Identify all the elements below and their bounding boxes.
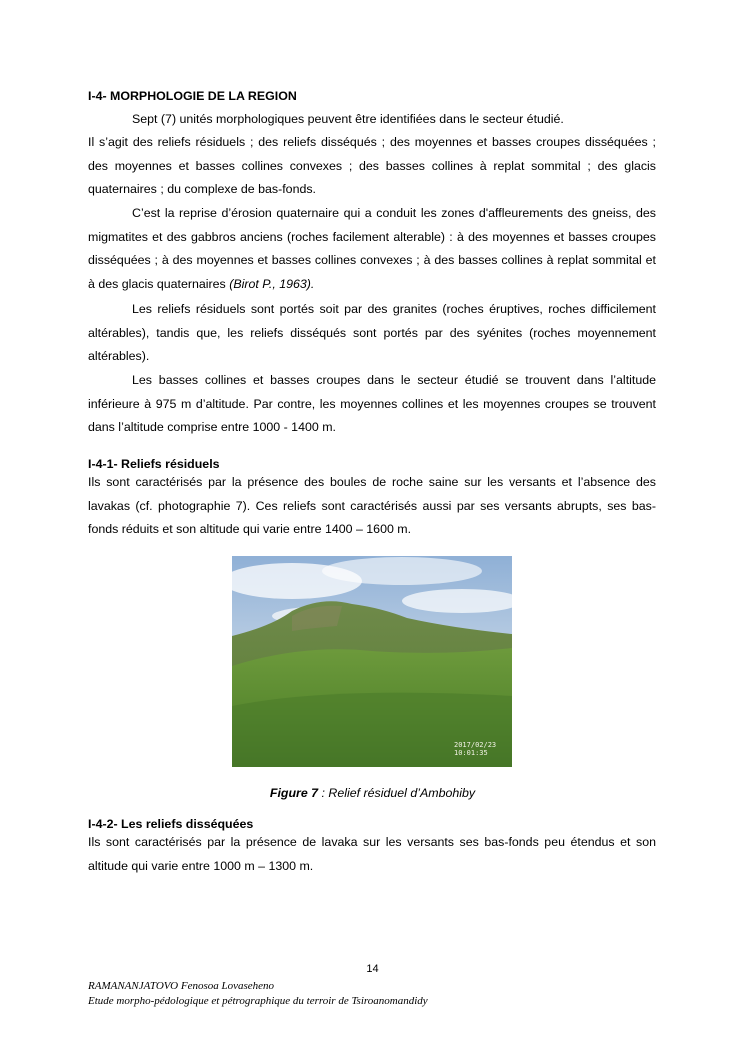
paragraph-residual-reliefs: Ils sont caractérisés par la présence des boules de roche saine sur les versants et l’absence des lavakas (cf. photographie 7). Ces reliefs sont caractérisés aussi par ses versants abrupts, ses bas-fonds réduits et son altitude qui varie entre 1400 – 1600 m.	[88, 475, 656, 536]
subsection-title-residual: I-4-1- Reliefs résiduels	[88, 457, 220, 471]
paragraph-intro: Sept (7) unités morphologiques peuvent être identifiées dans le secteur étudié.	[132, 112, 564, 126]
paragraph-residual: Les reliefs résiduels sont portés soit par des granites (roches éruptives, roches difficilement altérables), tandis que, les reliefs disséqués sont portés par des syénites (roches moyennement altérables).	[88, 302, 656, 363]
hill-landscape-image	[232, 556, 512, 767]
paragraph-units-list: Il s’agit des reliefs résiduels ; des reliefs disséqués ; des moyennes et basses croupes disséquées ; des moyennes et basses collines convexes ; des basses collines à replat sommital ; des glacis quaternaires ; du complexe de bas-fonds.	[88, 135, 656, 196]
paragraph-erosion	[88, 202, 656, 296]
citation: (Birot P., 1963).	[229, 276, 315, 291]
footer-title: Etude morpho-pédologique et pétrographique du terroir de Tsiroanomandidy	[88, 995, 428, 1007]
photo-time-stamp: 10:01:35	[454, 749, 488, 757]
subsection-title-dissected: I-4-2- Les reliefs disséquées	[88, 817, 254, 831]
page-number: 14	[366, 963, 379, 975]
figure-label: Figure 7	[269, 786, 319, 800]
erosion-text: C’est la reprise d’érosion quaternaire qui a conduit les zones d'affleurements des gneiss, des migmatites et des gabbros anciens (roches facilement alterable) : à des moyennes et basses croupes disséquées ; à des moyennes et basses collines convexes ; à des basses collines à replat sommital et à des glacis quaternaires	[88, 206, 656, 291]
figure-caption	[0, 786, 745, 800]
footer-author: RAMANANJATOVO Fenosoa Lovaseheno	[88, 980, 275, 992]
figure-caption-text: : Relief résiduel d’Ambohiby	[318, 786, 476, 800]
section-title: I-4- MORPHOLOGIE DE LA REGION	[88, 89, 297, 103]
paragraph-altitude: Les basses collines et basses croupes dans le secteur étudié se trouvent dans l’altitude inférieure à 975 m d’altitude. Par contre, les moyennes collines et les moyennes croupes se trouvent dans l’altitude comprise entre 1000 - 1400 m.	[88, 373, 656, 434]
relief-photo	[232, 556, 512, 767]
photo-date-stamp: 2017/02/23	[454, 741, 497, 749]
paragraph-dissected-reliefs: Ils sont caractérisés par la présence de lavaka sur les versants ses bas-fonds peu étendus et son altitude qui varie entre 1000 m – 1300 m.	[88, 835, 656, 873]
